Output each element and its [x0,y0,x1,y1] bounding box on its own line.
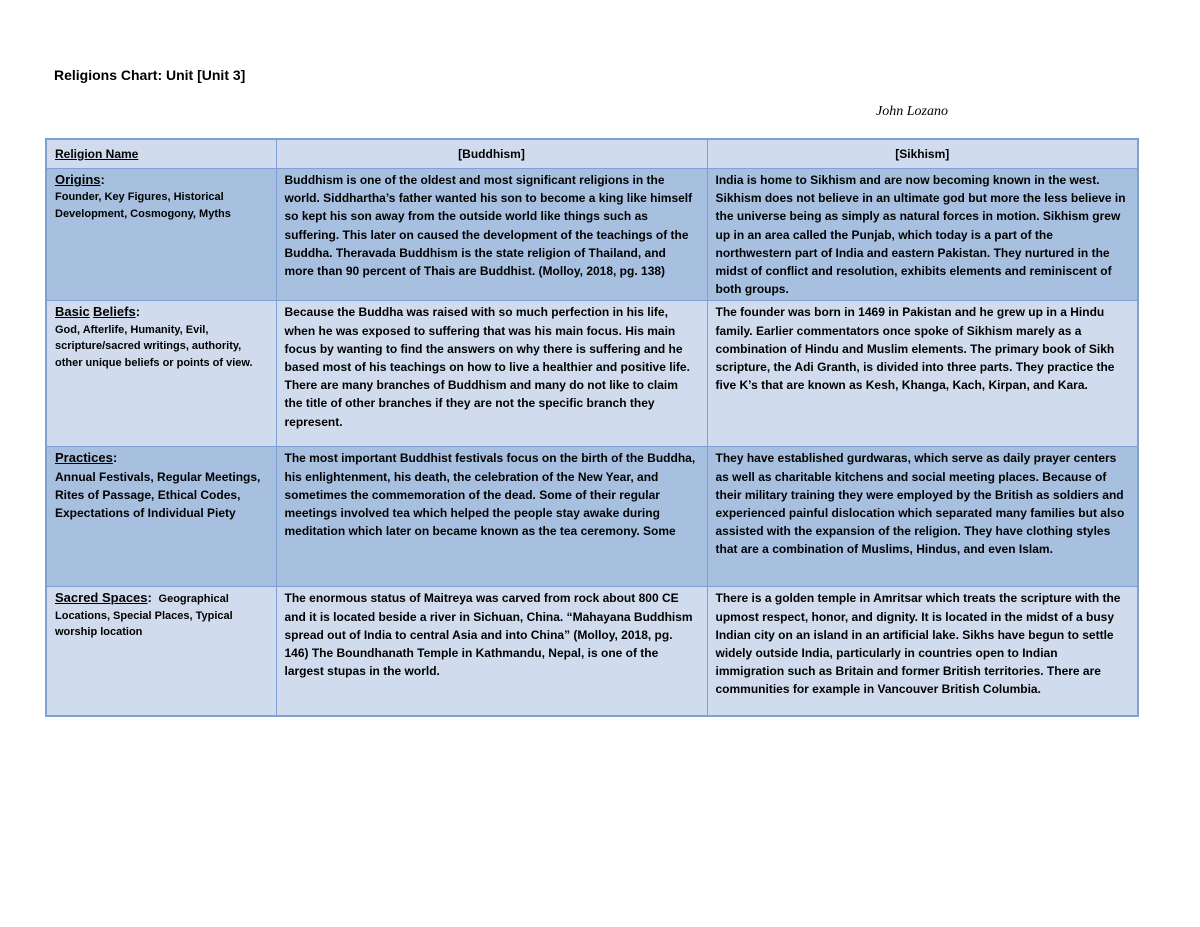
label-sacred-spaces: Sacred Spaces [55,590,148,606]
author-name: John Lozano [876,104,948,119]
label-suffix: : [112,450,118,466]
label-sacred-spaces-sub: Locations, Special Places, Typical worship location [55,609,233,639]
cell-buddhism-sacred-spaces: The enormous status of Maitreya was carved from rock about 800 CE and it is located beside a river in Sichuan, China. “Mahayana Buddhism spread out of India to central Asia and into China” (Molloy, 2018, pg. 146) The Boundhanath Temple in Kathmandu, Nepal, is one of the largest stupas in the world. [276,587,707,717]
label-suffix: : [100,172,105,187]
header-buddhism: [Buddhism] [276,139,707,169]
label-practices-sub: Annual Festivals, Regular Meetings, Rites of Passage, Ethical Codes, Expectations of Individual Piety [55,469,261,521]
table-row-origins [46,169,1138,301]
label-basic: Basic [55,304,90,320]
religions-table [45,138,1139,717]
header-religion-name-text: Religion Name [55,146,139,161]
cell-sikhism-beliefs: The founder was born in 1469 in Pakistan and he grew up in a Hindu family. Earlier commentators once spoke of Sikhism marely as a combination of Hindu and Muslim elements. The primary book of Sikh scripture, the Adi Granth, is divided into three parts. They practice the five K’s that are known as Kesh, Khanga, Kach, Kirpan, and Kara. [707,301,1138,447]
cell-sikhism-origins: India is home to Sikhism and are now becoming known in the west. Sikhism does not believe in an ultimate god but more the less believe in the universe being as simply as natural forces in motion. Sikhism grew up in an area called the Punjab, which today is a part of the northwestern part of India and eastern Pakistan. They nurtured in the midst of conflict and resolution, exhibits elements and reminiscent of both groups. [707,169,1138,301]
row-label-origins [46,169,276,301]
label-beliefs: Beliefs [93,304,136,320]
cell-buddhism-practices: The most important Buddhist festivals focus on the birth of the Buddha, his enlightenment, his death, the celebration of the New Year, and sometimes the commemoration of the dead. Some of their regular meetings involved tea which helped the people stay awake during meditation which later on became known as the tea ceremony. Some [276,447,707,587]
row-label-sacred-spaces [46,587,276,717]
label-origins-sub: Founder, Key Figures, Historical Development, Cosmogony, Myths [55,191,231,220]
cell-sikhism-practices: They have established gurdwaras, which serve as daily prayer centers as well as charitable kitchens and social meeting places. Because of their military training they were employed by the British as soldiers and experienced painful dislocation which separated many families but also assisted with the expansion of the religion. They have clothing styles that are a combination of Muslims, Hindus, and even Islam. [707,447,1138,587]
header-sikhism: [Sikhism] [707,139,1138,169]
row-label-practices [46,447,276,587]
label-practices: Practices [55,450,113,466]
table-row-practices [46,447,1138,587]
header-religion-name [46,139,276,169]
table-header-row [46,139,1138,169]
cell-buddhism-beliefs: Because the Buddha was raised with so much perfection in his life, when he was exposed to suffering that was his main focus. His main focus by wanting to find the answers on why there is suffering and he based most of his teachings on how to live a healthier and positive life. There are many branches of Buddhism and many do not like to claim the title of other branches if they are not the specific branch they represent. [276,301,707,447]
table-row-sacred-spaces [46,587,1138,717]
row-label-beliefs [46,301,276,447]
table-row-beliefs [46,301,1138,447]
label-suffix: : [135,304,141,320]
label-beliefs-sub: God, Afterlife, Humanity, Evil, scripture/sacred writings, authority, other unique beliefs or points of view. [55,323,253,369]
label-sacred-first: Geographical [158,593,229,606]
label-origins: Origins [55,172,101,187]
cell-buddhism-origins: Buddhism is one of the oldest and most significant religions in the world. Siddhartha’s father wanted his son to become a king like himself so kept his son away from the outside world like things such as suffering. This later on caused the development of the teachings of the Buddha. Theravada Buddhism is the state religion of Thailand, and more than 90 percent of Thais are Buddhist. (Molloy, 2018, pg. 138) [276,169,707,301]
document-title: Religions Chart: Unit [Unit 3] [54,67,246,83]
label-suffix: : [147,590,152,606]
cell-sikhism-sacred-spaces: There is a golden temple in Amritsar which treats the scripture with the upmost respect, honor, and dignity. It is located in the midst of a busy Indian city on an island in an artificial lake. Sikhs have begun to settle widely outside India, particularly in countries open to Indian immigration such as Britain and former British territories. There are communities for example in Vancouver British Columbia. [707,587,1138,717]
